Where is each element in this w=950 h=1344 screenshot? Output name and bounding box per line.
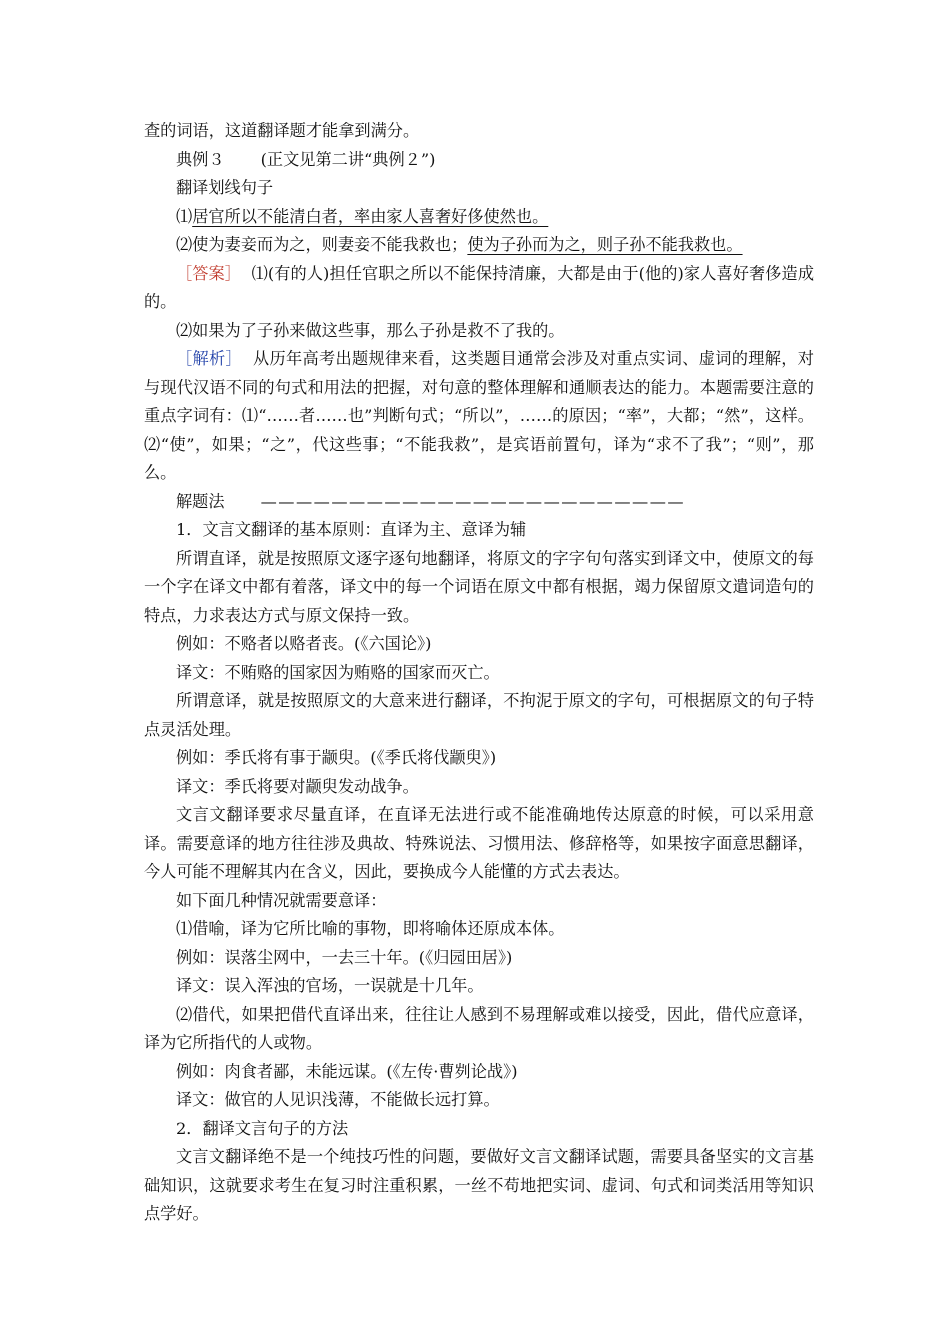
answer-tag: ［答案］ — [176, 263, 242, 283]
paragraph: 如下面几种情况就需要意译： — [176, 890, 387, 910]
paragraph: ⑴借喻，译为它所比喻的事物，即将喻体还原成本体。 — [176, 919, 565, 938]
paragraph: 查的词语，这道翻译题才能拿到满分。 — [144, 121, 420, 140]
example: 例如：肉食者鄙，未能远谋。(《左传·曹刿论战》) — [176, 1061, 518, 1081]
translation: 译文：做官的人见识浅薄，不能做长远打算。 — [176, 1090, 500, 1109]
answer-2: ⑵如果为了子孙来做这些事，那么子孙是救不了我的。 — [176, 320, 565, 340]
translation: 译文：误入浑浊的官场，一误就是十几年。 — [176, 976, 484, 995]
underlined-sentence: 使为子孙而为之，则子孙不能我救也。 — [467, 235, 743, 254]
paragraph: 所谓直译，就是按照原文逐字逐句地翻译，将原文的字字句句落实到译文中，使原文的每一个字在译文中都有着落，译文中的每一个词语在原文中都有根据，竭力保留原文遣词造句的特点，力求表达方式与原文保持一致。 — [144, 548, 814, 625]
question-number: ⑴ — [176, 206, 193, 226]
analysis — [144, 345, 814, 488]
example: 例如：误落尘网中，一去三十年。(《归园田居》) — [176, 947, 513, 967]
example: 例如：不赂者以赂者丧。(《六国论》) — [176, 634, 432, 653]
question-text: ⑵使为妻妾而为之，则妻妾不能我救也； — [176, 235, 468, 254]
example-label: 典例３ — [176, 149, 225, 169]
paragraph: 所谓意译，就是按照原文的大意来进行翻译，不拘泥于原文的字句，可根据原文的句子特点灵活处理。 — [144, 691, 814, 739]
paragraph: 文言文翻译要求尽量直译，在直译无法进行或不能准确地传达原意的时候，可以采用意译。需要意译的地方往往涉及典故、特殊说法、习惯用法、修辞格等，如果按字面意思翻译，今人可能不理解其内在含义，因此，要换成今人能懂的方式去表达。 — [144, 805, 814, 881]
answer-text: ⑴(有的人)担任官职之所以不能保持清廉，大都是由于(他的)家人喜好奢侈造成的。 — [144, 263, 815, 311]
paragraph: ⑵借代，如果把借代直译出来，往往让人感到不易理解或难以接受，因此，借代应意译，译为它所指代的人或物。 — [144, 1004, 814, 1052]
question-1 — [144, 203, 814, 232]
example-heading — [144, 146, 814, 175]
section-heading: 2．翻译文言句子的方法 — [176, 1118, 349, 1138]
method-heading — [144, 488, 814, 517]
underlined-sentence: 居官所以不能清白者，率由家人喜奢好侈使然也。 — [192, 206, 549, 226]
divider: ———————————————————————— — [260, 491, 686, 511]
document-body — [144, 117, 814, 1229]
instruction: 翻译划线句子 — [176, 178, 274, 197]
answer-1 — [144, 260, 814, 317]
method-label: 解题法 — [176, 491, 225, 511]
example-source: (正文见第二讲“典例２”) — [260, 149, 436, 169]
translation: 译文：不贿赂的国家因为贿赂的国家而灭亡。 — [176, 662, 500, 682]
analysis-tag: ［解析］ — [176, 349, 243, 368]
section-heading: 1．文言文翻译的基本原则：直译为主、意译为辅 — [176, 520, 527, 539]
translation: 译文：季氏将要对颛臾发动战争。 — [176, 776, 419, 796]
question-2 — [144, 231, 814, 260]
paragraph: 文言文翻译绝不是一个纯技巧性的问题，要做好文言文翻译试题，需要具备坚实的文言基础知识，这就要求考生在复习时注重积累，一丝不苟地把实词、虚词、句式和词类活用等知识点学好。 — [144, 1147, 814, 1223]
analysis-text: 从历年高考出题规律来看，这类题目通常会涉及对重点实词、虚词的理解，对与现代汉语不同的句式和用法的把握，对句意的整体理解和通顺表达的能力。本题需要注意的重点字词有：⑴“……者……也”判断句式；“所以”，……的原因；“率”，大都；“然”，这样。⑵“使”，如果；“之”，代这些事；“不能我救”，是宾语前置句，译为“求不了我”；“则”，那么。 — [144, 349, 814, 482]
example: 例如：季氏将有事于颛臾。(《季氏将伐颛臾》) — [176, 748, 497, 767]
